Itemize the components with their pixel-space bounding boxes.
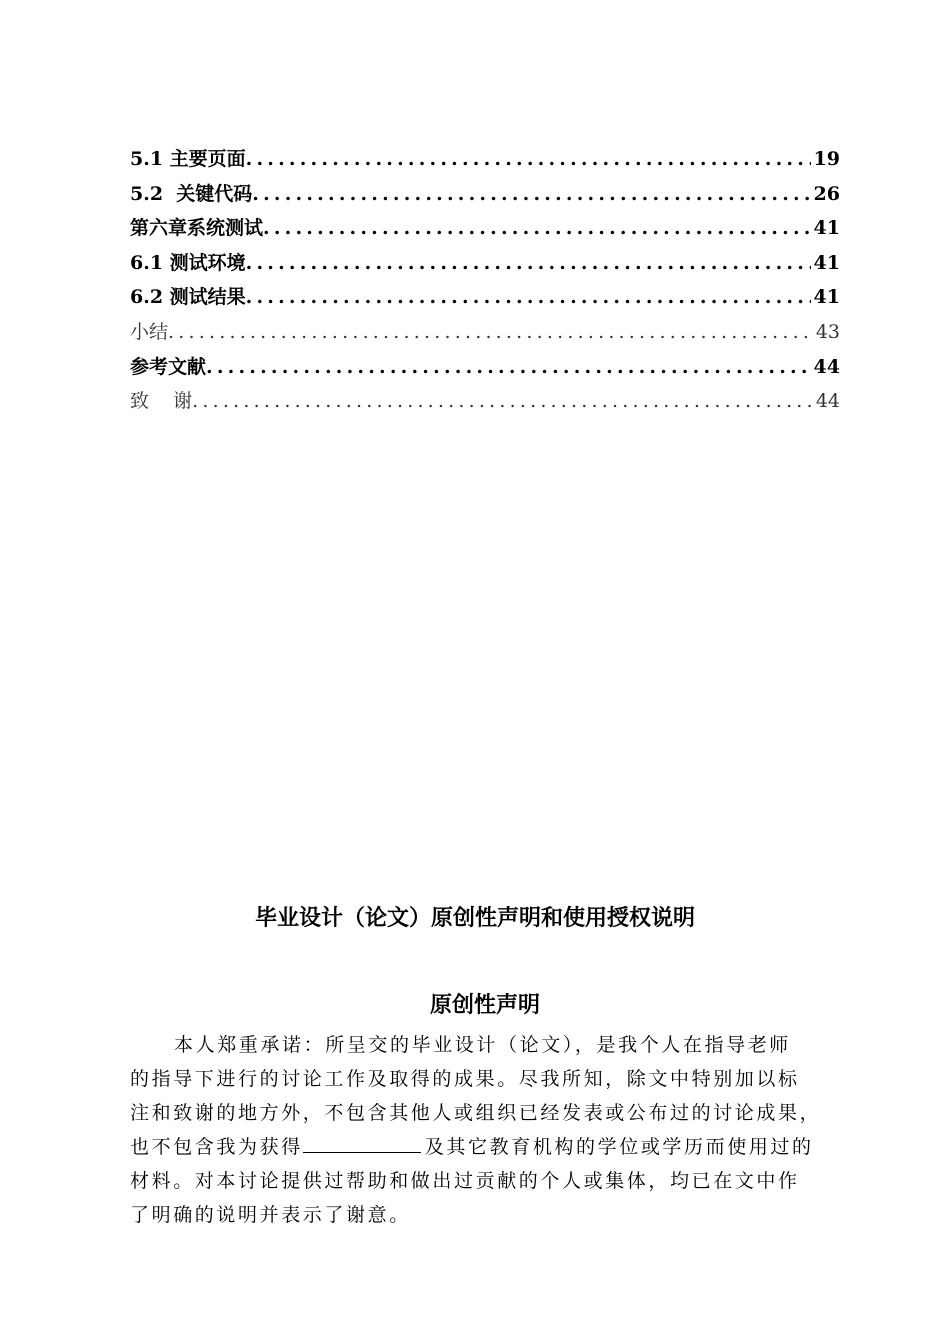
toc-dot-leader bbox=[263, 211, 811, 246]
toc-entry-title: 5.1 主要页面 bbox=[130, 148, 246, 170]
toc-entry-page: 26 bbox=[813, 182, 840, 205]
toc-entry-title: 6.2 测试结果 bbox=[130, 286, 246, 309]
toc-dot-leader bbox=[246, 280, 811, 315]
toc-entry[interactable] bbox=[130, 280, 840, 315]
toc-entry-page: 41 bbox=[813, 286, 840, 309]
toc-entry[interactable] bbox=[130, 142, 840, 177]
toc-dot-leader bbox=[246, 246, 811, 281]
toc-entry-title: 第六章系统测试 bbox=[130, 217, 264, 240]
toc-dot-leader bbox=[206, 350, 811, 385]
toc-entry-page: 44 bbox=[813, 355, 840, 378]
toc-entry-title: 小结 bbox=[130, 320, 169, 343]
toc-entry[interactable] bbox=[130, 246, 840, 281]
toc-entry-page: 41 bbox=[813, 217, 840, 240]
declaration-heading: 毕业设计（论文）原创性声明和使用授权说明 bbox=[254, 906, 695, 931]
toc-dot-leader bbox=[168, 315, 813, 350]
toc-entry-page: 44 bbox=[815, 390, 840, 413]
statement-line: 材料。对本讨论提供过帮助和做出过贡献的个人或集体，均已在文中作 bbox=[130, 1170, 800, 1192]
toc-entry[interactable] bbox=[130, 384, 840, 419]
toc-entry[interactable] bbox=[130, 315, 840, 350]
toc-entry[interactable] bbox=[130, 177, 840, 212]
table-of-contents bbox=[130, 142, 840, 419]
toc-entry-page: 41 bbox=[813, 251, 840, 274]
statement-line: 的指导下进行的讨论工作及取得的成果。尽我所知，除文中特别加以标 bbox=[130, 1068, 800, 1090]
originality-statement-body bbox=[130, 1028, 842, 1232]
toc-entry-title: 参考文献 bbox=[130, 355, 207, 378]
toc-dot-leader bbox=[192, 384, 813, 419]
toc-dot-leader bbox=[246, 142, 811, 177]
statement-line-part: 也不包含我为获得 bbox=[130, 1136, 303, 1158]
statement-line-with-blank bbox=[130, 1130, 842, 1164]
toc-entry-title: 致 谢 bbox=[130, 390, 193, 413]
fill-in-blank[interactable] bbox=[303, 1134, 421, 1153]
statement-line: 注和致谢的地方外，不包含其他人或组织已经发表或公布过的讨论成果， bbox=[130, 1102, 822, 1124]
toc-entry-title: 5.2 关键代码 bbox=[130, 182, 253, 205]
statement-line: 本人郑重承诺：所呈交的毕业设计（论文），是我个人在指导老师 bbox=[174, 1034, 791, 1056]
toc-entry[interactable] bbox=[130, 350, 840, 385]
statement-line-part: 及其它教育机构的学位或学历而使用过的 bbox=[424, 1136, 814, 1158]
toc-dot-leader bbox=[252, 177, 810, 212]
originality-statement-heading: 原创性声明 bbox=[429, 993, 540, 1018]
statement-line: 了明确的说明并表示了谢意。 bbox=[130, 1204, 411, 1226]
toc-entry-page: 19 bbox=[813, 148, 840, 170]
toc-entry[interactable] bbox=[130, 211, 840, 246]
toc-entry-page: 43 bbox=[815, 320, 840, 343]
toc-entry-title: 6.1 测试环境 bbox=[130, 251, 246, 274]
